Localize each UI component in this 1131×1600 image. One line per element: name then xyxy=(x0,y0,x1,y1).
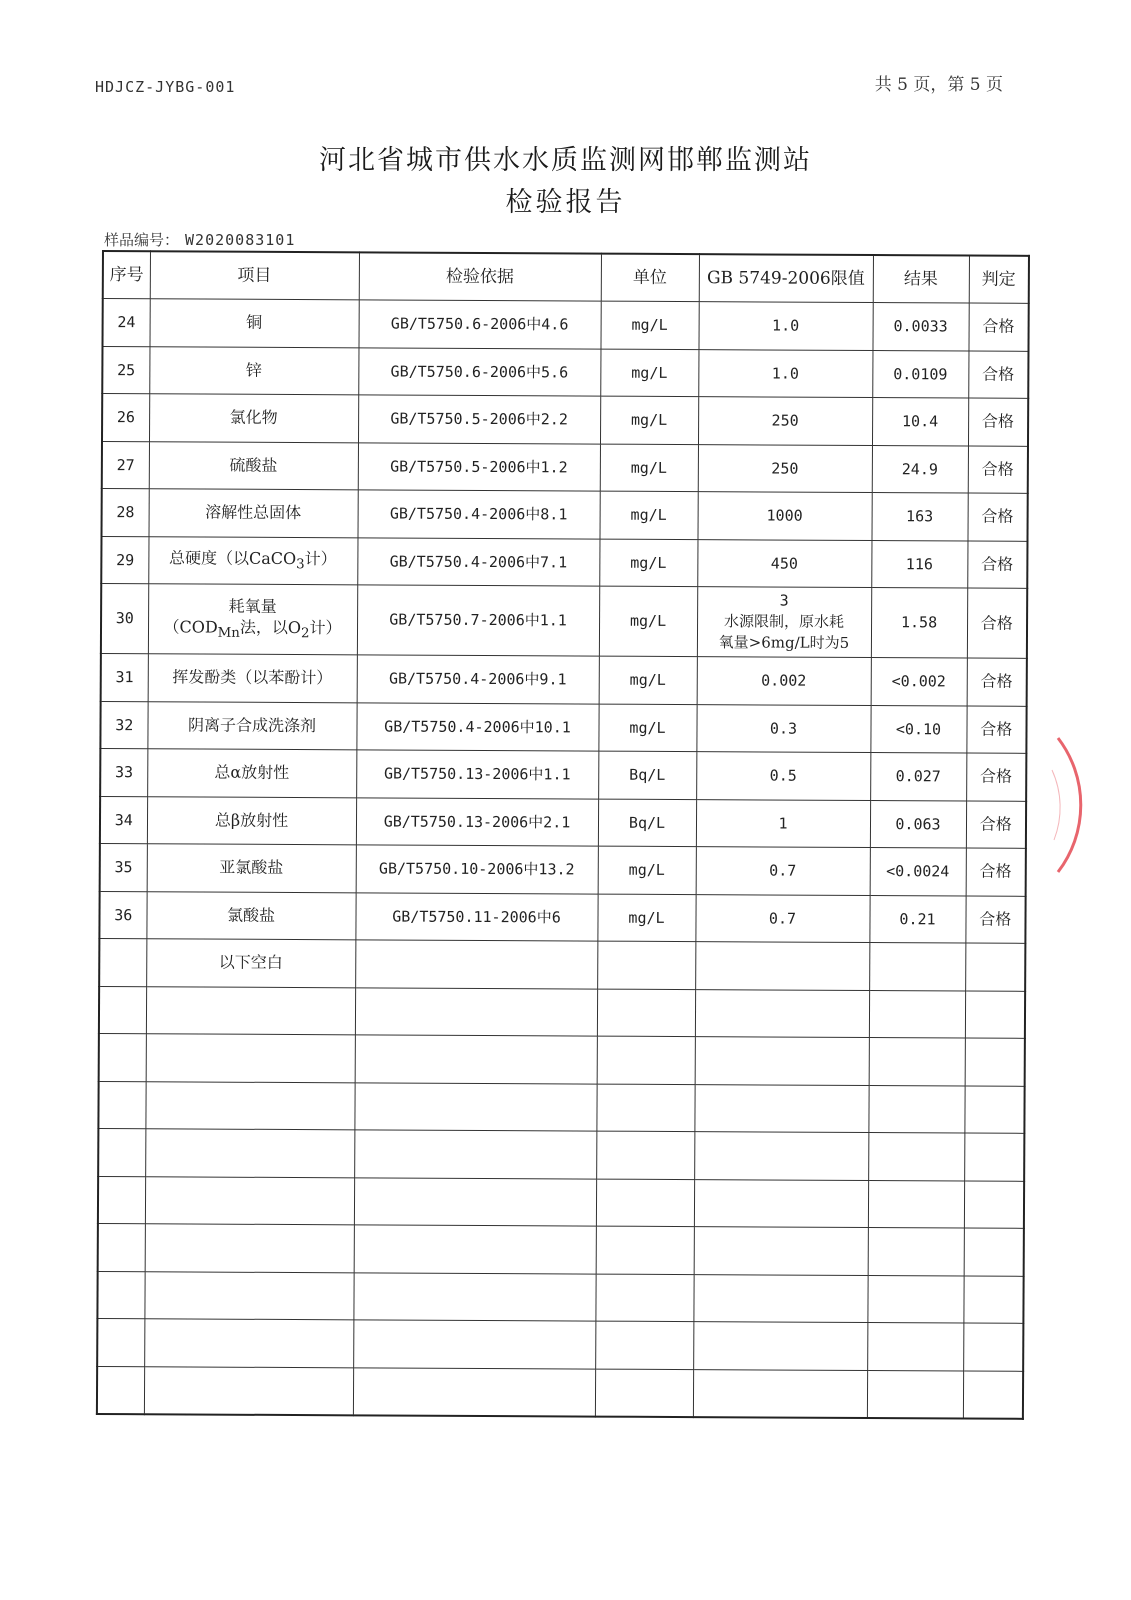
cell-limit: 0.7 xyxy=(695,894,869,942)
item-subscript: Mn xyxy=(217,626,240,642)
empty-cell xyxy=(693,1274,867,1322)
cell-limit: 1000 xyxy=(697,492,871,540)
header-unit: 单位 xyxy=(601,254,699,302)
cell-limit: 450 xyxy=(697,539,871,587)
table-row xyxy=(102,394,1028,446)
table-row xyxy=(102,299,1028,351)
cell-method: GB/T5750.13-2006中2.1 xyxy=(356,797,598,846)
table-row xyxy=(99,891,1025,943)
table-row xyxy=(100,701,1026,753)
cell-unit: mg/L xyxy=(600,396,698,444)
cell-verdict: 合格 xyxy=(966,753,1026,801)
empty-cell xyxy=(145,1176,354,1225)
empty-cell xyxy=(353,1320,595,1369)
limit-line: 3 xyxy=(779,591,789,610)
item-text: 法，以O xyxy=(239,617,302,638)
cell-verdict: 合格 xyxy=(967,658,1027,706)
empty-cell xyxy=(963,1371,1023,1419)
cell-limit: 1.0 xyxy=(698,302,872,350)
cell-limit: 0.5 xyxy=(696,752,870,800)
empty-cell xyxy=(144,1271,353,1320)
table-row xyxy=(102,489,1028,541)
cell-unit: mg/L xyxy=(600,301,698,349)
cell-item: 硫酸盐 xyxy=(149,441,358,490)
empty-row xyxy=(97,1271,1023,1323)
empty-cell xyxy=(146,1034,355,1083)
cell-verdict: 合格 xyxy=(968,398,1028,446)
empty-cell xyxy=(595,1369,693,1417)
empty-cell xyxy=(695,1037,869,1085)
cell-method: GB/T5750.4-2006中10.1 xyxy=(356,702,598,751)
table-row xyxy=(100,796,1026,848)
cell-verdict: 合格 xyxy=(968,446,1028,494)
cell-limit xyxy=(695,942,869,990)
cell-item: 氯化物 xyxy=(149,394,358,443)
empty-cell xyxy=(99,986,146,1034)
seal-arc-inner xyxy=(1052,770,1060,840)
empty-cell xyxy=(145,1081,354,1130)
empty-row xyxy=(97,1318,1023,1370)
empty-cell xyxy=(145,1129,354,1178)
item-line: 耗氧量 xyxy=(228,596,277,616)
item-line xyxy=(152,616,352,643)
seal-arc xyxy=(1058,738,1081,872)
empty-cell xyxy=(965,991,1025,1039)
cell-no: 35 xyxy=(100,843,147,891)
cell-item: 铜 xyxy=(149,299,358,348)
empty-cell xyxy=(868,1133,964,1181)
cell-result: 0.027 xyxy=(870,753,966,801)
cell-limit: 0.7 xyxy=(696,847,870,895)
empty-cell xyxy=(964,1086,1024,1134)
results-table xyxy=(96,250,1030,1419)
empty-cell xyxy=(355,987,597,1036)
item-text: （COD xyxy=(163,617,218,637)
cell-item: 锌 xyxy=(149,346,358,395)
table-row xyxy=(102,346,1028,398)
cell-no: 27 xyxy=(102,441,149,489)
empty-cell xyxy=(868,1180,964,1228)
cell-result: 0.21 xyxy=(869,895,965,943)
empty-cell xyxy=(693,1322,867,1370)
empty-cell xyxy=(596,1179,694,1227)
empty-row xyxy=(99,986,1025,1038)
cell-verdict: 合格 xyxy=(967,541,1027,589)
empty-cell xyxy=(596,1084,694,1132)
cell-unit: Bq/L xyxy=(598,751,696,799)
empty-cell xyxy=(964,1228,1024,1276)
empty-cell xyxy=(146,986,355,1035)
sample-number-label: 样品编号： xyxy=(104,231,180,249)
blank-note: 以下空白 xyxy=(146,939,355,988)
empty-cell xyxy=(965,1038,1025,1086)
report-title: 河北省城市供水水质监测网邯郸监测站 xyxy=(319,145,812,176)
empty-cell xyxy=(354,1130,596,1179)
empty-cell xyxy=(869,990,965,1038)
empty-cell xyxy=(354,1177,596,1226)
empty-cell xyxy=(98,1081,145,1129)
cell-verdict: 合格 xyxy=(967,588,1027,658)
header-item: 项目 xyxy=(150,251,359,300)
empty-cell xyxy=(963,1323,1023,1371)
empty-cell xyxy=(353,1367,595,1416)
table-row xyxy=(101,584,1027,659)
header-result: 结果 xyxy=(873,255,969,303)
empty-cell xyxy=(596,1226,694,1274)
limit-line: 氧量>6mg/L时为5 xyxy=(718,633,850,652)
cell-limit: 250 xyxy=(698,397,872,445)
cell-result: 24.9 xyxy=(872,445,968,493)
empty-cell xyxy=(97,1366,144,1414)
empty-cell xyxy=(355,1035,597,1084)
empty-cell xyxy=(353,1272,595,1321)
cell-unit: Bq/L xyxy=(598,799,696,847)
empty-cell xyxy=(868,1228,964,1276)
cell-verdict: 合格 xyxy=(965,896,1025,944)
cell-unit xyxy=(597,941,695,989)
item-text: 总硬度（以CaCO xyxy=(169,548,297,568)
header-limit: GB 5749-2006限值 xyxy=(699,254,873,302)
empty-cell xyxy=(97,1318,144,1366)
cell-limit xyxy=(697,587,871,658)
cell-limit: 0.3 xyxy=(696,704,870,752)
cell-verdict xyxy=(965,943,1025,991)
cell-result: <0.002 xyxy=(871,658,967,706)
cell-result: 116 xyxy=(871,540,967,588)
table-row xyxy=(101,536,1027,588)
empty-cell xyxy=(867,1275,963,1323)
empty-cell xyxy=(144,1319,353,1368)
cell-method: GB/T5750.11-2006中6 xyxy=(355,892,597,941)
cell-unit: mg/L xyxy=(598,704,696,752)
cell-method: GB/T5750.6-2006中5.6 xyxy=(358,347,600,396)
cell-verdict: 合格 xyxy=(967,493,1027,541)
empty-cell xyxy=(98,1128,145,1176)
empty-cell xyxy=(597,1036,695,1084)
table-header-row xyxy=(103,251,1029,303)
cell-verdict: 合格 xyxy=(968,351,1028,399)
cell-method: GB/T5750.4-2006中9.1 xyxy=(357,655,599,704)
empty-cell xyxy=(693,1369,867,1417)
cell-no: 29 xyxy=(101,536,148,584)
cell-result: <0.0024 xyxy=(870,848,966,896)
empty-row xyxy=(98,1128,1024,1180)
item-text: 计） xyxy=(309,618,342,638)
item-subscript: 3 xyxy=(296,556,305,572)
cell-item: 阴离子合成洗涤剂 xyxy=(147,701,356,750)
header-verdict: 判定 xyxy=(969,256,1029,304)
cell-unit: mg/L xyxy=(599,586,697,657)
empty-cell xyxy=(99,1033,146,1081)
empty-cell xyxy=(963,1276,1023,1324)
page-indicator: 共 5 页，第 5 页 xyxy=(874,75,1003,95)
empty-cell xyxy=(354,1225,596,1274)
empty-cell xyxy=(694,1084,868,1132)
cell-item: 总β放射性 xyxy=(147,796,356,845)
cell-method: GB/T5750.6-2006中4.6 xyxy=(358,300,600,349)
empty-cell xyxy=(354,1082,596,1131)
cell-result: 163 xyxy=(871,493,967,541)
report-subtitle: 检验报告 xyxy=(505,187,626,218)
cell-verdict: 合格 xyxy=(966,848,1026,896)
empty-row xyxy=(99,1033,1025,1085)
cell-unit: mg/L xyxy=(597,894,695,942)
cell-result: 0.063 xyxy=(870,800,966,848)
cell-no: 34 xyxy=(100,796,147,844)
cell-unit: mg/L xyxy=(599,491,697,539)
cell-item: 溶解性总固体 xyxy=(149,489,358,538)
cell-no: 33 xyxy=(100,748,147,796)
cell-result: 0.0033 xyxy=(872,303,968,351)
item-text: 计） xyxy=(304,548,337,568)
table-row xyxy=(102,441,1028,493)
cell-item: 氯酸盐 xyxy=(146,891,355,940)
empty-cell xyxy=(98,1176,145,1224)
cell-result: 0.0109 xyxy=(872,350,968,398)
empty-cell xyxy=(867,1370,963,1418)
table-row xyxy=(100,748,1026,800)
cell-method: GB/T5750.5-2006中2.2 xyxy=(358,395,600,444)
cell-limit: 1.0 xyxy=(698,349,872,397)
cell-method: GB/T5750.7-2006中1.1 xyxy=(357,585,599,656)
cell-item xyxy=(148,536,357,585)
cell-no xyxy=(99,938,146,986)
empty-row xyxy=(98,1176,1024,1228)
cell-no: 28 xyxy=(102,489,149,537)
cell-no: 30 xyxy=(101,584,148,654)
cell-result: <0.10 xyxy=(870,705,966,753)
empty-row xyxy=(97,1366,1023,1418)
table-row xyxy=(100,843,1026,895)
empty-cell xyxy=(867,1323,963,1371)
cell-result: 10.4 xyxy=(872,398,968,446)
cell-verdict: 合格 xyxy=(966,706,1026,754)
empty-cell xyxy=(869,1038,965,1086)
cell-no: 25 xyxy=(102,346,149,394)
document-code: HDJCZ-JYBG-001 xyxy=(95,78,236,96)
cell-method: GB/T5750.10-2006中13.2 xyxy=(356,845,598,894)
empty-cell xyxy=(595,1274,693,1322)
cell-unit: mg/L xyxy=(599,656,697,704)
cell-method xyxy=(355,940,597,989)
cell-no: 36 xyxy=(99,891,146,939)
empty-cell xyxy=(964,1133,1024,1181)
limit-line: 水源限制，原水耗 xyxy=(724,612,845,631)
empty-cell xyxy=(98,1223,145,1271)
blank-note-row xyxy=(99,938,1025,990)
cell-unit: mg/L xyxy=(600,444,698,492)
cell-verdict: 合格 xyxy=(968,303,1028,351)
cell-no: 26 xyxy=(102,394,149,442)
cell-no: 24 xyxy=(102,299,149,347)
empty-cell xyxy=(97,1271,144,1319)
empty-cell xyxy=(868,1085,964,1133)
cell-method: GB/T5750.4-2006中7.1 xyxy=(357,537,599,586)
cell-no: 31 xyxy=(101,653,148,701)
cell-method: GB/T5750.5-2006中1.2 xyxy=(358,442,600,491)
empty-cell xyxy=(694,1179,868,1227)
empty-cell xyxy=(695,989,869,1037)
empty-cell xyxy=(964,1181,1024,1229)
cell-limit: 0.002 xyxy=(697,657,871,705)
empty-cell xyxy=(595,1321,693,1369)
cell-result xyxy=(869,943,965,991)
header-no: 序号 xyxy=(103,251,150,299)
cell-item: 挥发酚类（以苯酚计） xyxy=(148,654,357,703)
cell-unit: mg/L xyxy=(600,349,698,397)
cell-no: 32 xyxy=(100,701,147,749)
cell-limit: 250 xyxy=(698,444,872,492)
cell-unit: mg/L xyxy=(598,846,696,894)
item-subscript: 2 xyxy=(300,626,310,642)
cell-result: 1.58 xyxy=(871,588,967,659)
cell-limit: 1 xyxy=(696,799,870,847)
sample-number xyxy=(104,229,295,250)
empty-cell xyxy=(144,1366,353,1415)
empty-cell xyxy=(694,1132,868,1180)
empty-cell xyxy=(596,1131,694,1179)
cell-method: GB/T5750.13-2006中1.1 xyxy=(356,750,598,799)
cell-verdict: 合格 xyxy=(966,801,1026,849)
sample-number-value: W2020083101 xyxy=(185,231,296,249)
empty-cell xyxy=(597,989,695,1037)
empty-cell xyxy=(145,1224,354,1273)
empty-cell xyxy=(694,1227,868,1275)
cell-method: GB/T5750.4-2006中8.1 xyxy=(357,490,599,539)
header-method: 检验依据 xyxy=(359,252,601,301)
cell-unit: mg/L xyxy=(599,539,697,587)
cell-item: 总α放射性 xyxy=(147,749,356,798)
empty-row xyxy=(98,1081,1024,1133)
official-seal-stamp xyxy=(1030,730,1110,880)
cell-item xyxy=(148,584,357,655)
table-row xyxy=(101,653,1027,705)
cell-item: 亚氯酸盐 xyxy=(147,844,356,893)
empty-row xyxy=(98,1223,1024,1275)
